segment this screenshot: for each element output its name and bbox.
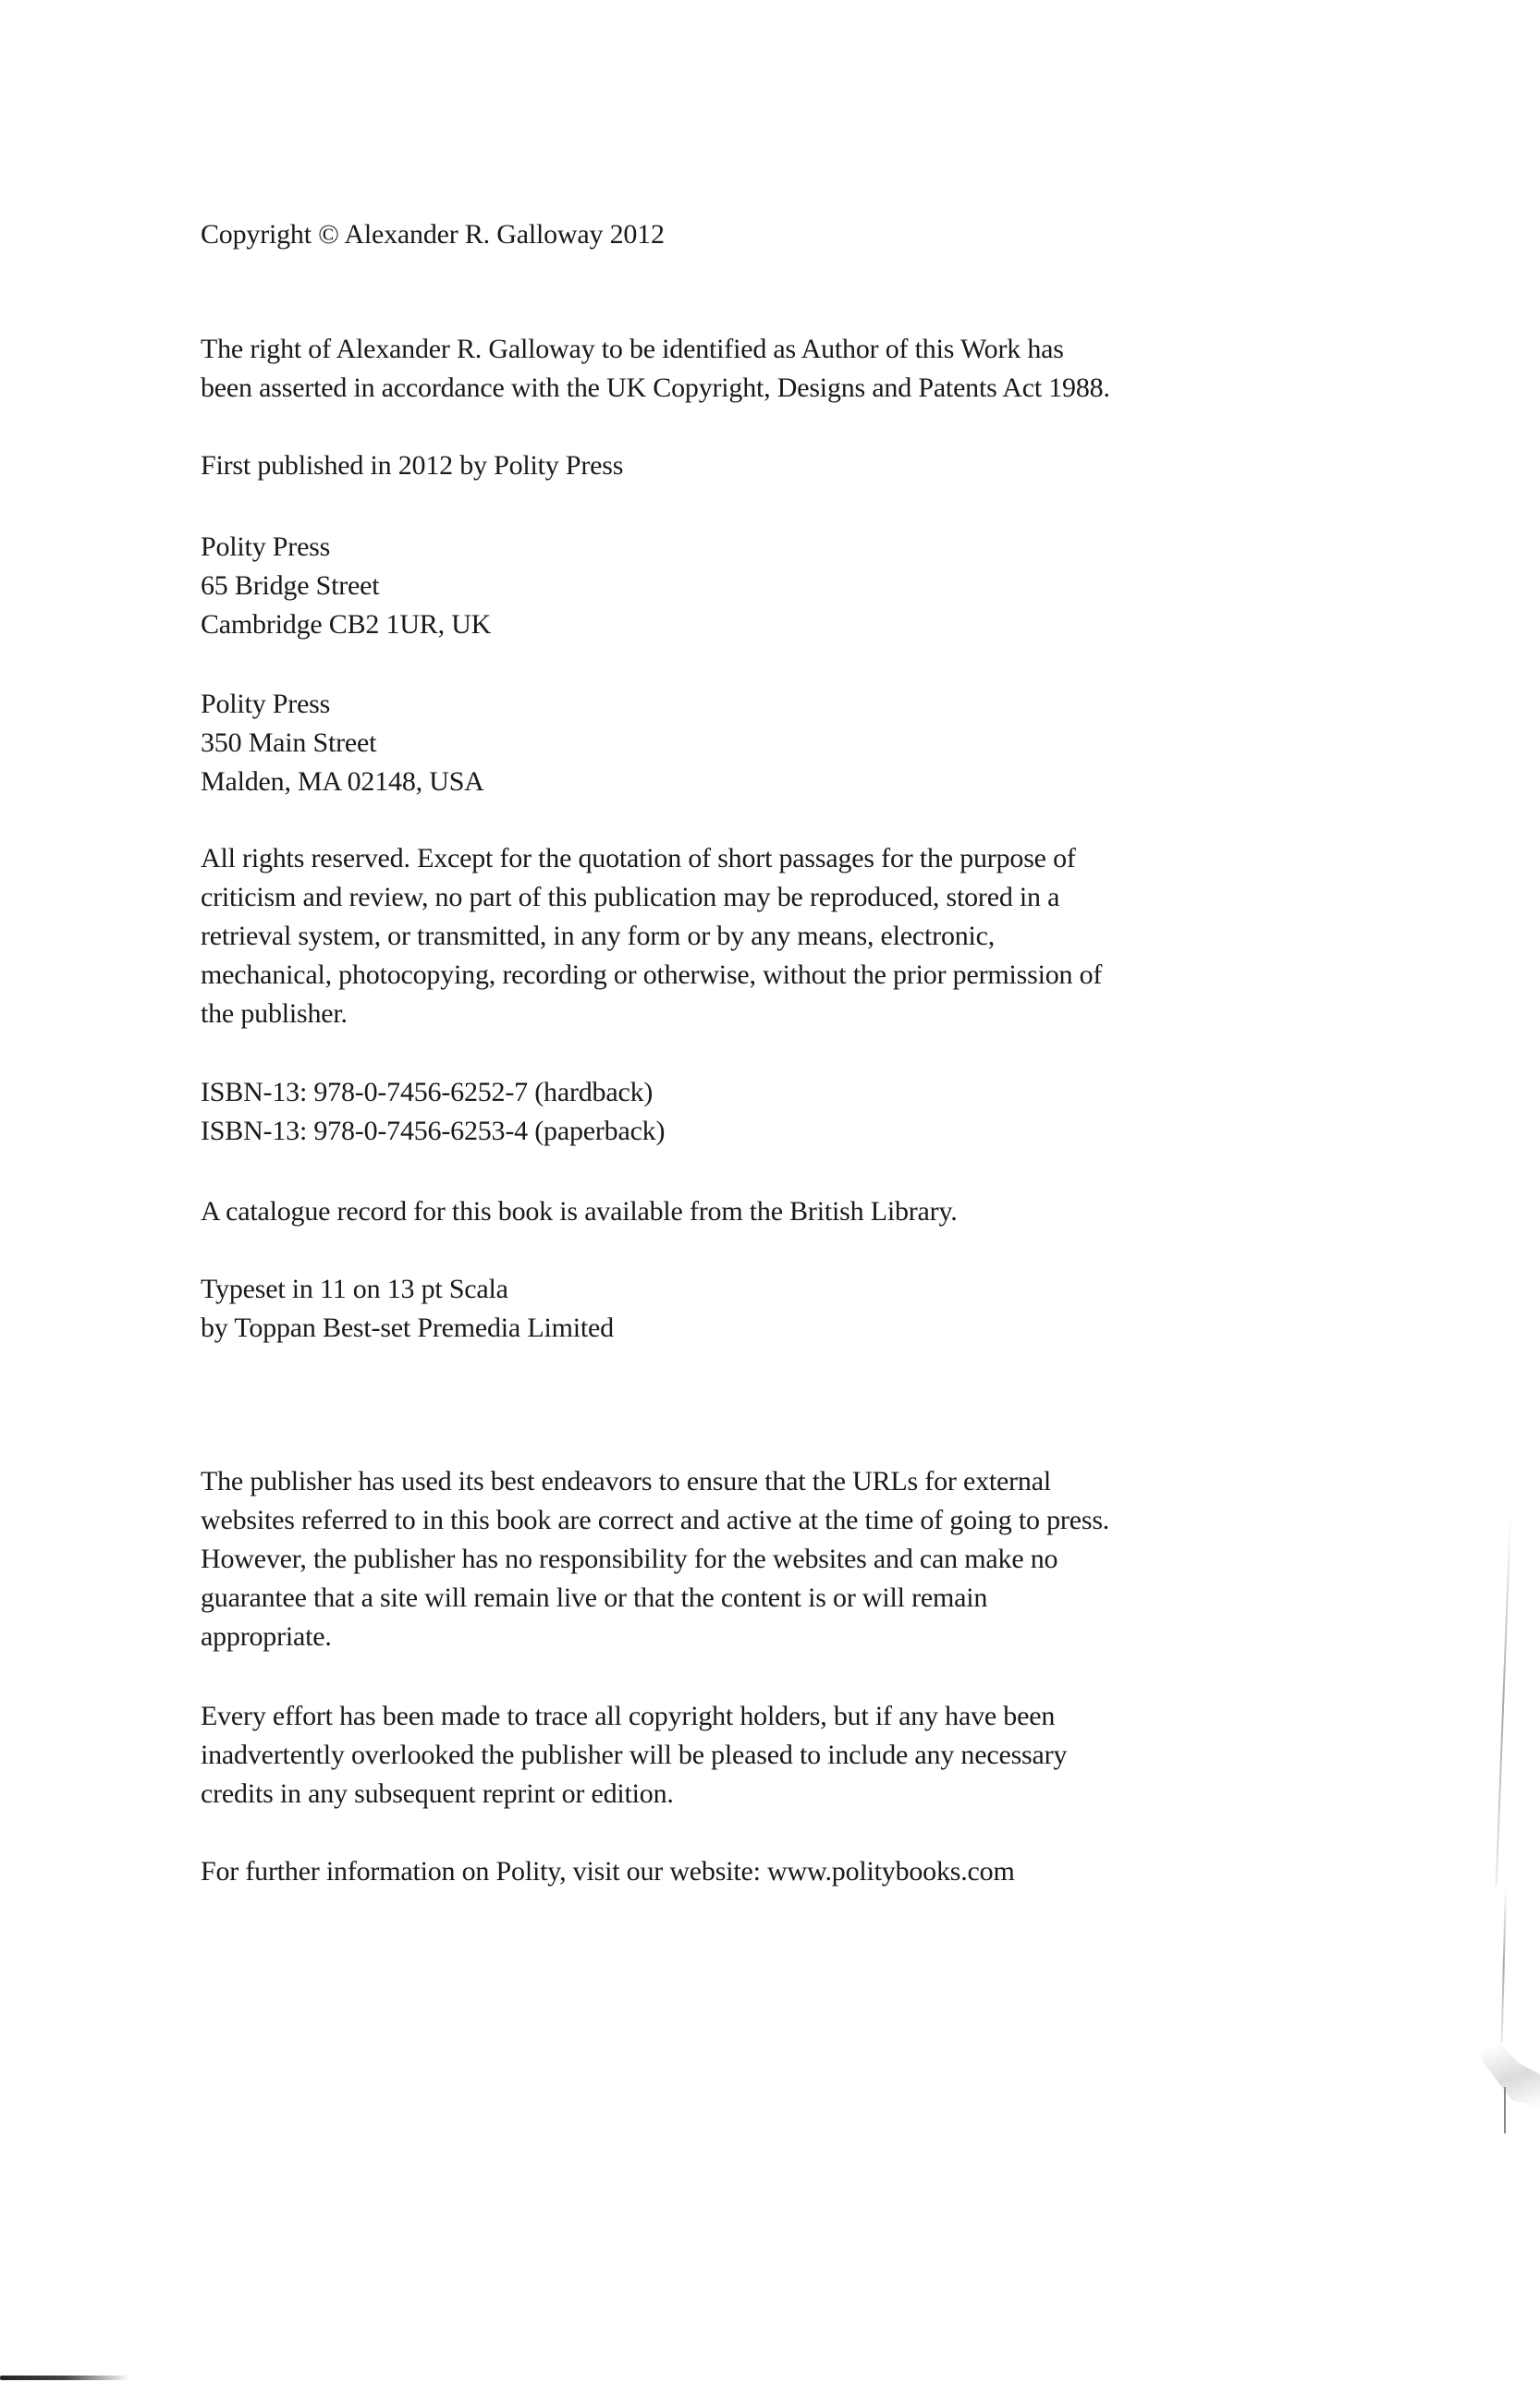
- first-published: First published in 2012 by Polity Press: [201, 450, 624, 481]
- text-line: by Toppan Best-set Premedia Limited: [201, 1313, 614, 1343]
- text-line: retrieval system, or transmitted, in any form or by any means, electronic,: [201, 921, 996, 951]
- copyright-notice: Copyright © Alexander R. Galloway 2012: [201, 219, 665, 250]
- address-line: Polity Press: [201, 689, 331, 719]
- page-bottom-shadow: [0, 2376, 129, 2380]
- address-line: Malden, MA 02148, USA: [201, 766, 484, 797]
- text-line: The publisher has used its best endeavors to ensure that the URLs for external: [201, 1466, 1051, 1496]
- text-line: the publisher.: [201, 998, 348, 1029]
- text-line: Typeset in 11 on 13 pt Scala: [201, 1274, 508, 1304]
- text-line: credits in any subsequent reprint or edition.: [201, 1778, 674, 1809]
- text-line: guarantee that a site will remain live or that the content is or will remain: [201, 1582, 988, 1613]
- text-line: inadvertently overlooked the publisher will be pleased to include any necessary: [201, 1740, 1068, 1770]
- address-line: Polity Press: [201, 531, 331, 562]
- address-line: 350 Main Street: [201, 727, 377, 758]
- further-information: For further information on Polity, visit our website: www.politybooks.com: [201, 1856, 1015, 1887]
- scan-edge-shadow: [1501, 1886, 1507, 2043]
- text-line: The right of Alexander R. Galloway to be identified as Author of this Work has: [201, 334, 1064, 364]
- catalogue-record: A catalogue record for this book is available from the British Library.: [201, 1196, 958, 1227]
- text-line: All rights reserved. Except for the quotation of short passages for the purpose of: [201, 843, 1076, 873]
- address-line: Cambridge CB2 1UR, UK: [201, 609, 492, 640]
- text-line: criticism and review, no part of this publication may be reproduced, stored in a: [201, 882, 1060, 912]
- scan-edge-shadow: [1496, 1516, 1511, 1886]
- isbn-hardback: ISBN-13: 978-0-7456-6252-7 (hardback): [201, 1077, 654, 1107]
- address-line: 65 Bridge Street: [201, 570, 380, 601]
- isbn-paperback: ISBN-13: 978-0-7456-6253-4 (paperback): [201, 1116, 666, 1146]
- text-line: Every effort has been made to trace all copyright holders, but if any have been: [201, 1701, 1056, 1731]
- text-line: However, the publisher has no responsibility for the websites and can make no: [201, 1544, 1058, 1574]
- scan-edge-mark: [1504, 2087, 1506, 2133]
- text-line: websites referred to in this book are correct and active at the time of going to press.: [201, 1505, 1110, 1535]
- text-line: mechanical, photocopying, recording or otherwise, without the prior permission of: [201, 959, 1103, 990]
- text-line: been asserted in accordance with the UK Copyright, Designs and Patents Act 1988.: [201, 373, 1110, 403]
- text-line: appropriate.: [201, 1621, 332, 1652]
